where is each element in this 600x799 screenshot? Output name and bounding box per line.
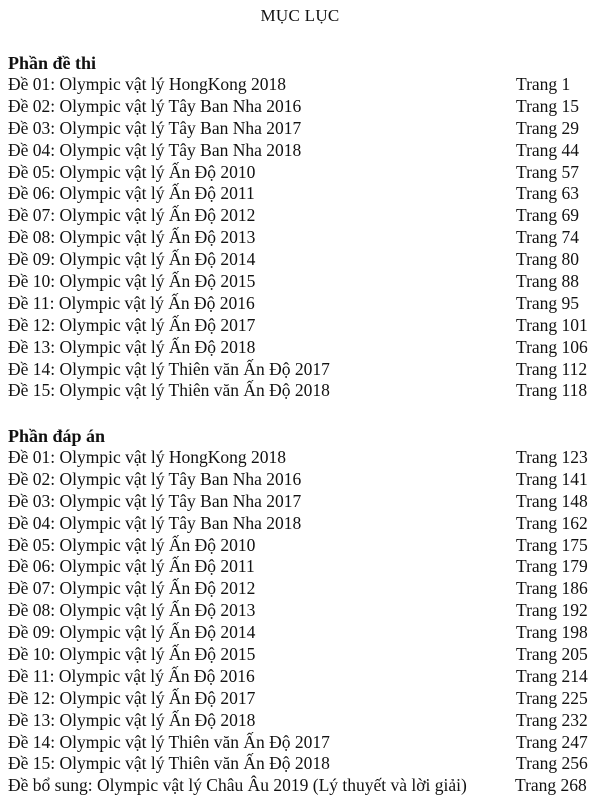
entry-page: Trang 88 [516,271,580,292]
entry-label: Đề 14: Olympic vật lý Thiên văn Ấn Độ 2017 [8,731,330,752]
entry-label: Đề 11: Olympic vật lý Ấn Độ 2016 [8,292,255,313]
entry-page: Trang 148 [516,490,588,511]
entry-page: Trang 192 [516,600,588,621]
toc-entry [8,535,593,557]
entry-page: Trang 106 [516,336,588,357]
entry-page: Trang 101 [516,314,588,335]
entry-page: Trang 232 [516,709,588,730]
toc-entry [8,227,593,249]
toc-entry [8,271,593,293]
toc-entry [8,732,593,754]
entry-page: Trang 74 [516,227,580,248]
toc-entry [8,118,593,140]
toc-entry [8,469,593,491]
toc-entry [8,249,593,271]
toc-entry [8,205,593,227]
entry-label: Đề 13: Olympic vật lý Ấn Độ 2018 [8,336,256,357]
entry-page: Trang 225 [516,687,588,708]
entry-label: Đề 07: Olympic vật lý Ấn Độ 2012 [8,578,256,599]
entry-page: Trang 123 [516,447,588,467]
entry-label: Đề 08: Olympic vật lý Ấn Độ 2013 [8,600,256,621]
entry-page: Trang 268 [515,775,587,796]
entry-label: Đề 10: Olympic vật lý Ấn Độ 2015 [8,271,256,292]
toc-entry [8,578,593,600]
toc-entry [8,513,593,535]
entry-page: Trang 63 [516,183,580,204]
entry-label: Đề 06: Olympic vật lý Ấn Độ 2011 [8,183,255,204]
toc-entry [8,315,593,337]
entry-page: Trang 186 [516,578,588,599]
entry-page: Trang 214 [516,665,588,686]
toc-entry [8,293,593,315]
entry-page: Trang 179 [516,556,588,577]
toc-entry [8,622,593,644]
section-heading: Phần đề thi [8,53,97,73]
entry-label: Đề 04: Olympic vật lý Tây Ban Nha 2018 [8,512,302,533]
entry-page: Trang 141 [516,468,588,489]
entry-page: Trang 112 [516,358,588,379]
entry-label: Đề 05: Olympic vật lý Ấn Độ 2010 [8,534,256,555]
entry-label: Đề 02: Olympic vật lý Tây Ban Nha 2016 [8,95,302,116]
entry-label: Đề 01: Olympic vật lý HongKong 2018 [8,74,287,94]
toc-title: MỤC LỤC [260,6,340,25]
entry-label: Đề 09: Olympic vật lý Ấn Độ 2014 [8,249,256,270]
toc-entry [8,96,593,118]
toc-entry [8,710,593,732]
entry-label: Đề 09: Olympic vật lý Ấn Độ 2014 [8,622,256,643]
section-exams [8,52,593,402]
entry-page: Trang 95 [516,292,580,313]
entry-page: Trang 15 [516,95,580,116]
entry-label: Đề 07: Olympic vật lý Ấn Độ 2012 [8,205,256,226]
entry-page: Trang 162 [516,512,588,533]
entry-label: Đề 12: Olympic vật lý Ấn Độ 2017 [8,687,256,708]
toc-entry [8,666,593,688]
entry-page: Trang 118 [516,380,588,401]
section-heading: Phần đáp án [8,426,106,446]
toc-entry [8,447,593,469]
toc-entry [8,556,593,578]
toc-entry [8,140,593,162]
toc-entry [8,753,593,775]
entry-label: Đề 04: Olympic vật lý Tây Ban Nha 2018 [8,139,302,160]
entry-label: Đề 12: Olympic vật lý Ấn Độ 2017 [8,314,256,335]
entry-list [8,447,593,797]
toc-entry [8,162,593,184]
entry-label: Đề 06: Olympic vật lý Ấn Độ 2011 [8,556,255,577]
toc-entry [8,183,593,205]
toc-entry [8,688,593,710]
entry-label: Đề 01: Olympic vật lý HongKong 2018 [8,447,287,467]
toc-entry [8,337,593,359]
entry-page: Trang 44 [516,139,580,160]
entry-label: Đề 05: Olympic vật lý Ấn Độ 2010 [8,161,256,182]
entry-label: Đề 03: Olympic vật lý Tây Ban Nha 2017 [8,490,302,511]
entry-label: Đề 11: Olympic vật lý Ấn Độ 2016 [8,665,255,686]
toc-entry [8,359,593,381]
toc-entry [8,74,593,96]
entry-label: Đề bổ sung: Olympic vật lý Châu Âu 2019 (Lý thuyết và lời giải) [8,775,467,796]
entry-page: Trang 57 [516,161,580,182]
entry-page: Trang 247 [516,731,588,752]
entry-label: Đề 08: Olympic vật lý Ấn Độ 2013 [8,227,256,248]
entry-label: Đề 15: Olympic vật lý Thiên văn Ấn Độ 2018 [8,753,330,774]
toc-entry [8,775,593,797]
entry-page: Trang 29 [516,117,580,138]
entry-page: Trang 69 [516,205,580,226]
entry-page: Trang 1 [516,74,571,94]
entry-label: Đề 02: Olympic vật lý Tây Ban Nha 2016 [8,468,302,489]
entry-label: Đề 15: Olympic vật lý Thiên văn Ấn Độ 2018 [8,380,330,401]
section-answers [8,425,593,797]
toc-entry [8,380,593,402]
entry-label: Đề 14: Olympic vật lý Thiên văn Ấn Độ 2017 [8,358,330,379]
toc-entry [8,491,593,513]
entry-label: Đề 10: Olympic vật lý Ấn Độ 2015 [8,644,256,665]
entry-label: Đề 13: Olympic vật lý Ấn Độ 2018 [8,709,256,730]
entry-page: Trang 205 [516,644,588,665]
entry-label: Đề 03: Olympic vật lý Tây Ban Nha 2017 [8,117,302,138]
entry-page: Trang 175 [516,534,588,555]
entry-page: Trang 256 [516,753,588,774]
entry-list [8,74,593,402]
entry-page: Trang 80 [516,249,580,270]
toc-entry [8,600,593,622]
toc-entry [8,644,593,666]
entry-page: Trang 198 [516,622,588,643]
